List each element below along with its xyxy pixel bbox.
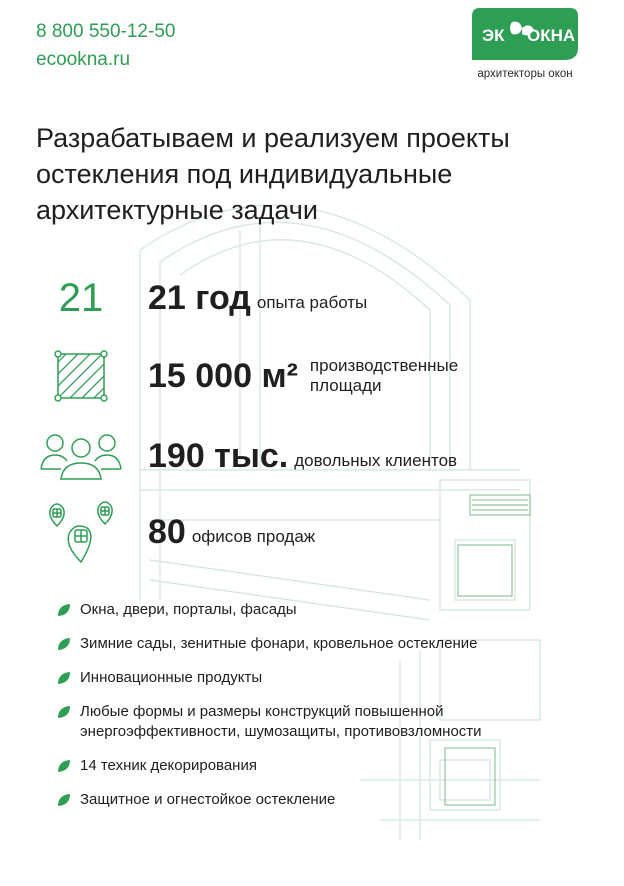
stat-desc: офисов продаж (191, 527, 316, 546)
stat-clients (36, 424, 596, 488)
leaf-bullet-icon (56, 670, 72, 686)
list-item (56, 702, 560, 742)
page-headline (36, 120, 596, 228)
stat-value: 190 тыс. (148, 436, 289, 475)
feature-list (56, 600, 576, 810)
phone-number[interactable]: 8 800 550-12-50 (36, 21, 176, 42)
experience-number-icon (36, 266, 126, 330)
website-link[interactable]: ecookna.ru (36, 49, 131, 70)
stat-value: 80 (148, 512, 186, 551)
feature-text: Инновационные продукты (80, 669, 263, 686)
list-item (56, 756, 576, 776)
leaf-bullet-icon (56, 704, 72, 720)
logo-brand-right: ОКНА (527, 26, 576, 45)
feature-text: Защитное и огнестойкое остекление (80, 791, 336, 808)
list-item (56, 634, 576, 654)
feature-text: Окна, двери, порталы, фасады (80, 601, 297, 618)
logo-tagline: архитекторы окон (477, 68, 573, 80)
headline-line-1: Разрабатываем и реализуем проекты (36, 123, 510, 153)
stat-desc-line-1: производственные (309, 356, 459, 375)
leaf-bullet-icon (56, 602, 72, 618)
list-item (56, 600, 576, 620)
stat-value: 15 000 м² (148, 356, 298, 395)
logo-brand-left: ЭК (482, 26, 505, 45)
stat-desc: опыта работы (256, 293, 368, 312)
feature-text: Любые формы и размеры конструкций повышенной энергоэффективности, шумозащиты, противовзломности (80, 703, 482, 740)
leaf-bullet-icon (56, 636, 72, 652)
map-pins-icon (36, 500, 126, 564)
stat-experience (36, 266, 596, 330)
stat-desc-line-2: площади (309, 376, 382, 395)
list-item (56, 668, 576, 688)
contacts (36, 18, 175, 74)
leaf-bullet-icon (56, 792, 72, 808)
stat-value: 21 год (148, 278, 251, 317)
list-item (56, 790, 576, 810)
feature-text: 14 техник декорирования (80, 757, 257, 774)
stat-icon-number: 21 (58, 275, 104, 320)
headline-line-2: остекления под индивидуальные (36, 159, 453, 189)
logo-mark (472, 8, 578, 60)
stat-area (36, 344, 596, 408)
brand-logo[interactable] (466, 8, 584, 84)
headline-line-3: архитектурные задачи (36, 195, 318, 225)
leaf-bullet-icon (56, 758, 72, 774)
stat-desc (310, 356, 530, 396)
stat-desc: довольных клиентов (294, 451, 458, 470)
stat-offices (36, 500, 596, 564)
feature-text: Зимние сады, зенитные фонари, кровельное остекление (80, 635, 478, 652)
hatched-square-icon (36, 344, 126, 408)
people-group-icon (36, 424, 126, 488)
